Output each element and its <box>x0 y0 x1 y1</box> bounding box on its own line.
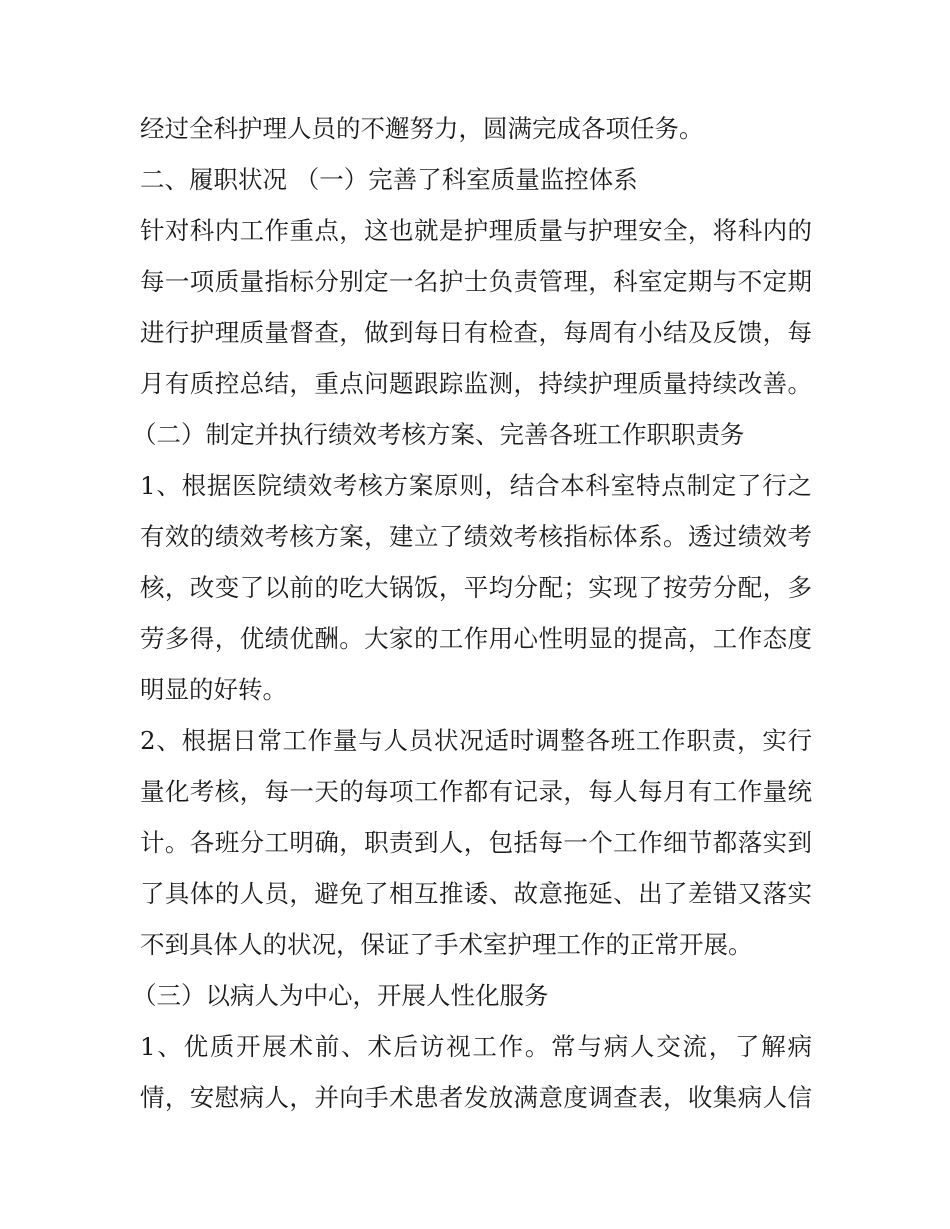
section-heading: 二、履职状况 （一）完善了科室质量监控体系 <box>140 165 638 194</box>
paragraph-line: 有效的绩效考核方案，建立了绩效考核指标体系。透过绩效考 <box>140 522 812 551</box>
document-body <box>132 110 812 1130</box>
paragraph-line: 每一项质量指标分别定一名护士负责管理，科室定期与不定期 <box>140 267 812 296</box>
paragraph-line: 1、优质开展术前、术后访视工作。常与病人交流，了解病 <box>140 1032 812 1061</box>
paragraph-line: 月有质控总结，重点问题跟踪监测，持续护理质量持续改善。 <box>140 369 812 398</box>
paragraph-line: 针对科内工作重点，这也就是护理质量与护理安全，将科内的 <box>140 216 812 245</box>
paragraph-line: 明显的好转。 <box>140 675 287 704</box>
paragraph-line: 2、根据日常工作量与人员状况适时调整各班工作职责，实行 <box>140 726 812 755</box>
paragraph-line: 1、根据医院绩效考核方案原则，结合本科室特点制定了行之 <box>140 471 812 500</box>
paragraph-line: 不到具体人的状况，保证了手术室护理工作的正常开展。 <box>140 930 753 959</box>
paragraph-line: 量化考核，每一天的每项工作都有记录，每人每月有工作量统 <box>140 777 812 806</box>
paragraph-line: 了具体的人员，避免了相互推诿、故意拖延、出了差错又落实 <box>140 879 812 908</box>
paragraph-line: 情，安慰病人，并向手术患者发放满意度调查表，收集病人信 <box>140 1083 812 1112</box>
subsection-heading: （三）以病人为中心，开展人性化服务 <box>132 981 549 1010</box>
paragraph-line: 计。各班分工明确，职责到人，包括每一个工作细节都落实到 <box>140 828 812 857</box>
subsection-heading: （二）制定并执行绩效考核方案、完善各班工作职职责务 <box>132 420 745 449</box>
paragraph-line: 核，改变了以前的吃大锅饭，平均分配；实现了按劳分配，多 <box>140 573 812 602</box>
paragraph-line: 劳多得，优绩优酬。大家的工作用心性明显的提高，工作态度 <box>140 624 812 653</box>
paragraph-line: 进行护理质量督查，做到每日有检查，每周有小结及反馈，每 <box>140 318 812 347</box>
paragraph-line: 经过全科护理人员的不邂努力，圆满完成各项任务。 <box>140 114 704 143</box>
